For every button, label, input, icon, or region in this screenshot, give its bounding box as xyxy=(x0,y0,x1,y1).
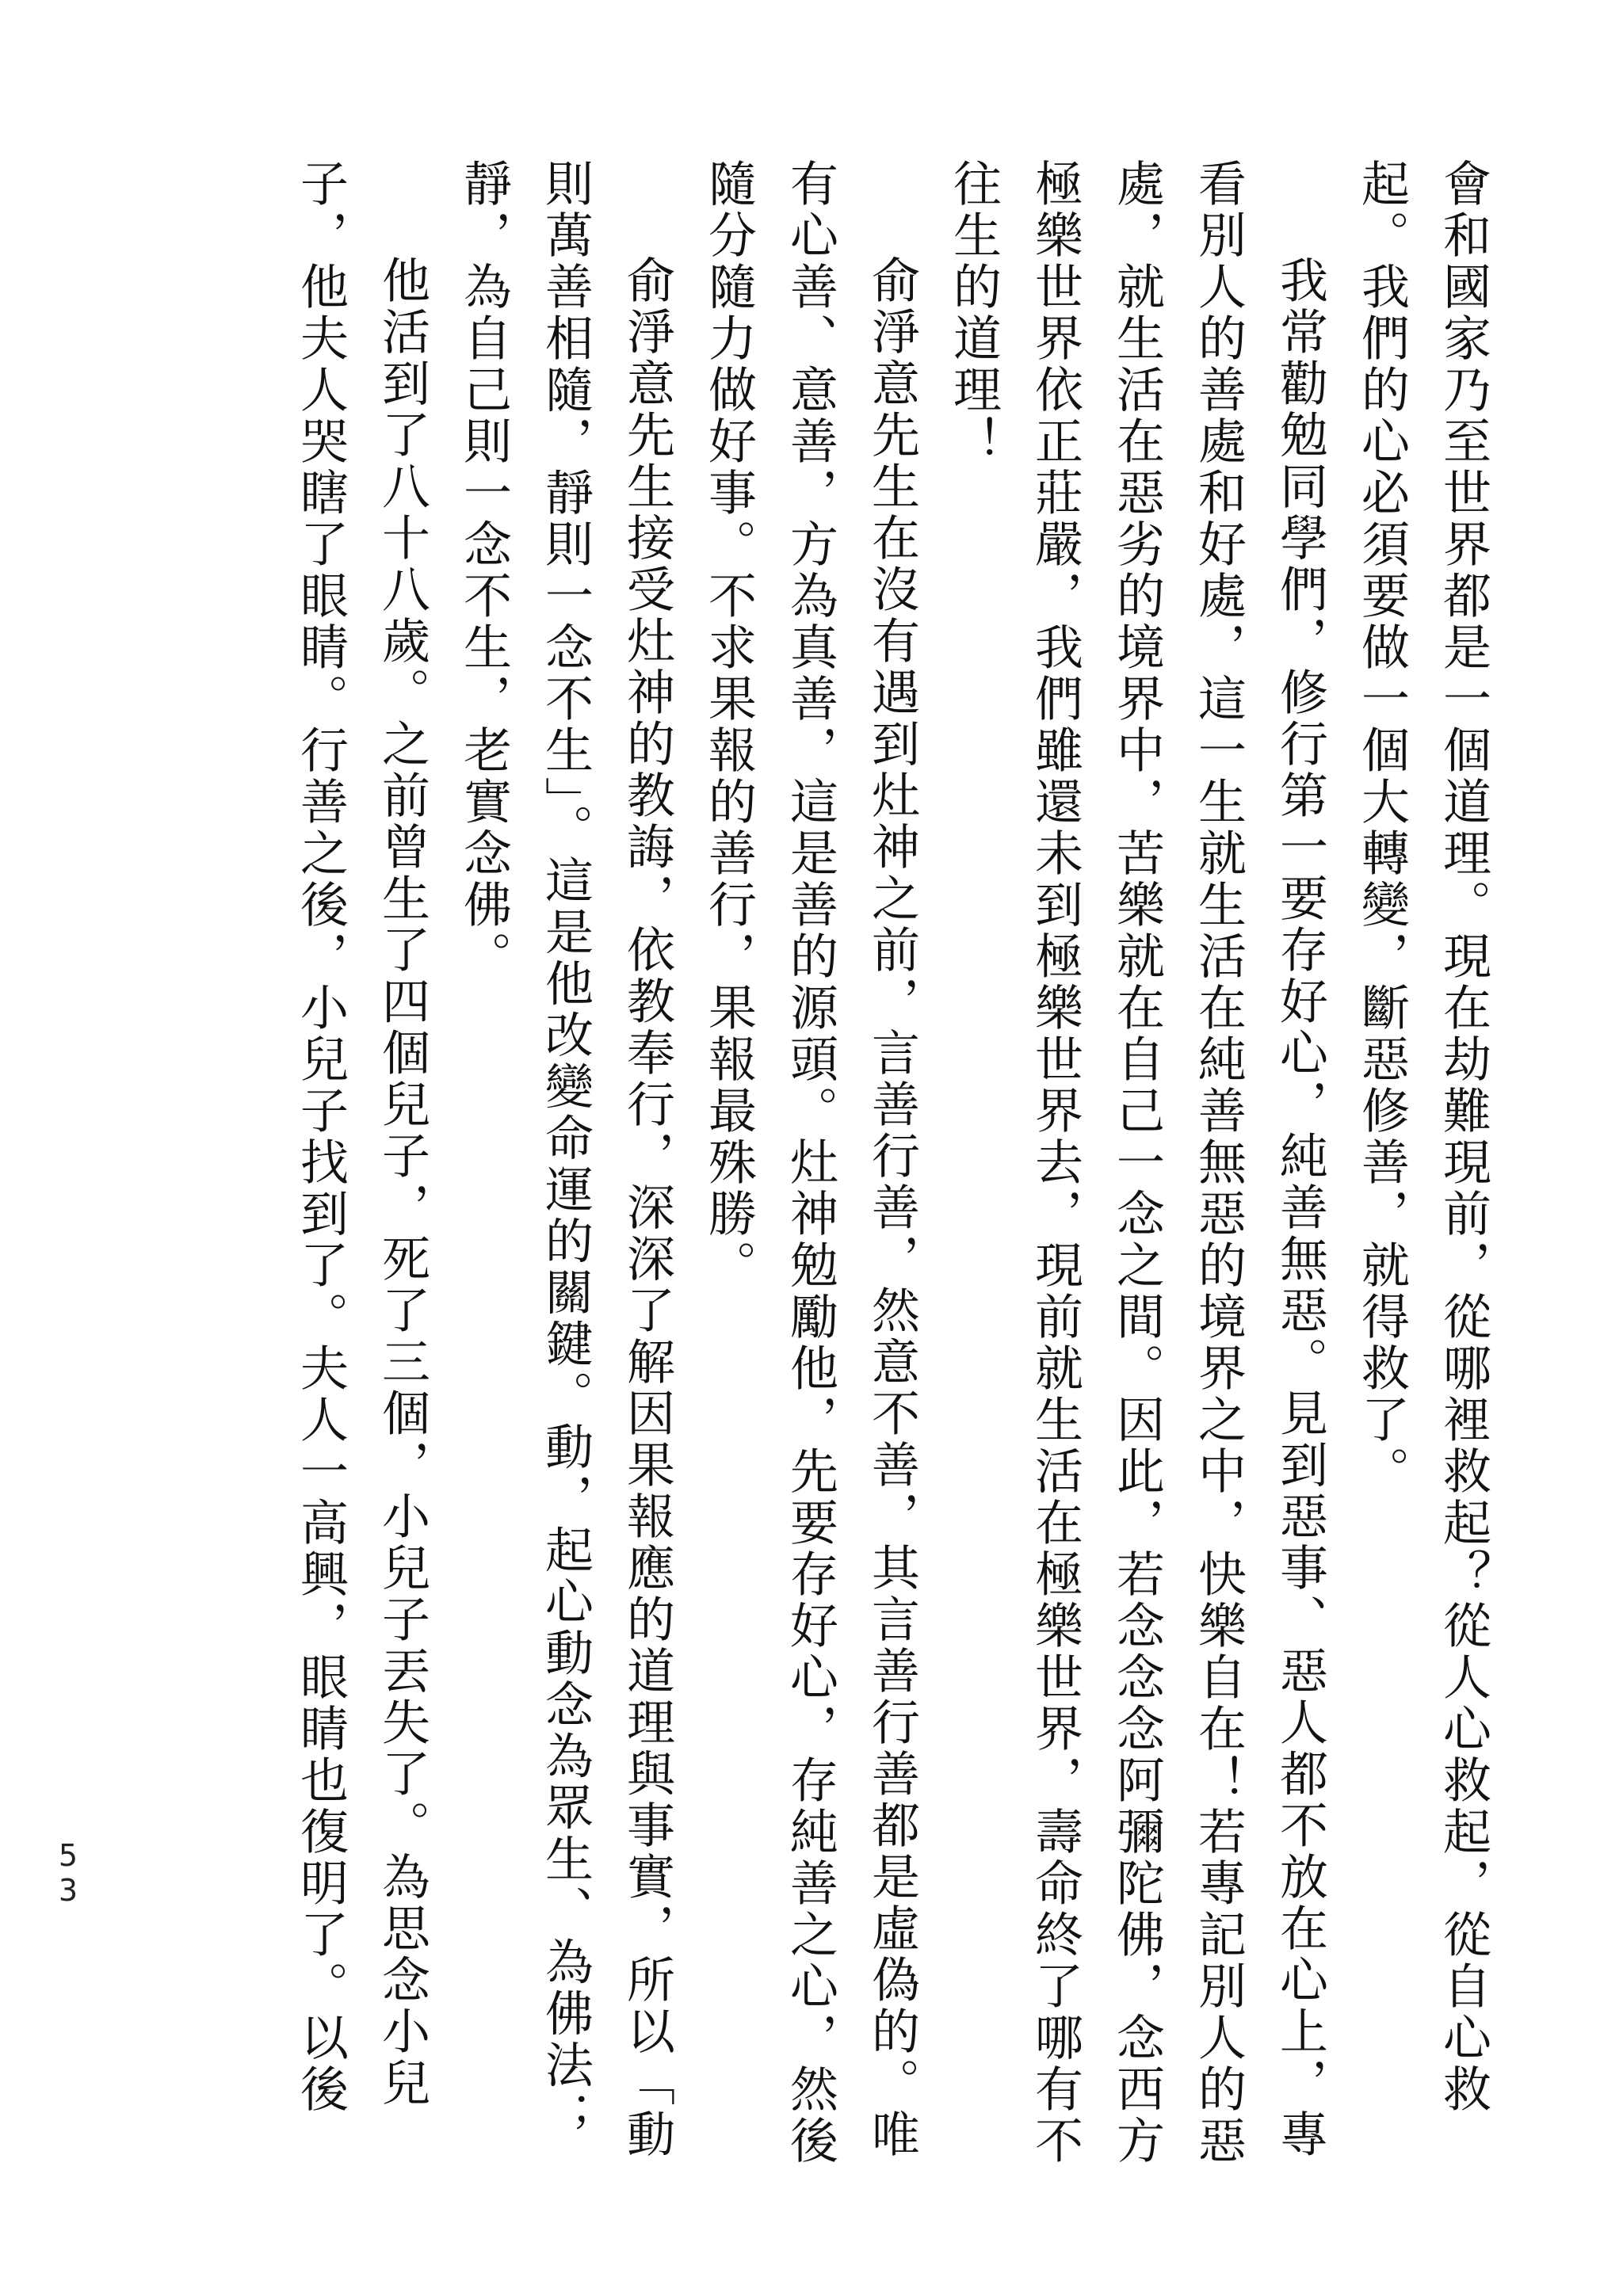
paragraph-4: 俞淨意先生接受灶神的教誨，依教奉行，深深了解因果報應的道理與事實，所以「動則萬善相隨，靜則一念不生」。這是他改變命運的關鍵。動，起心動念為眾生、為佛法；靜，為自己則一念不生，老實念佛。 xyxy=(456,158,675,2161)
page-number: 53 xyxy=(58,1838,78,1908)
paragraph-2: 我常勸勉同學們，修行第一要存好心，純善無惡。見到惡事、惡人都不放在心上，專看別人的善處和好處，這一生就生活在純善無惡的境界之中，快樂自在！若專記別人的惡處，就生活在惡劣的境界中，苦樂就在自己一念之間。因此，若念念念阿彌陀佛，念西方極樂世界依正莊嚴，我們雖還未到極樂世界去，現前就生活在極樂世界，壽命終了哪有不往生的道理！ xyxy=(945,158,1328,2167)
paragraph-3: 俞淨意先生在沒有遇到灶神之前，言善行善，然意不善，其言善行善都是虛偽的。唯有心善、意善，方為真善，這是善的源頭。灶神勉勵他，先要存好心，存純善之心，然後隨分隨力做好事。不求果報的善行，果報最殊勝。 xyxy=(701,158,920,2167)
paragraph-5: 他活到了八十八歲。之前曾生了四個兒子，死了三個，小兒子丟失了。為思念小兒子，他夫人哭瞎了眼睛。行善之後，小兒子找到了。夫人一高興，眼睛也復明了。以後 xyxy=(292,158,430,2115)
paragraph-1: 會和國家乃至世界都是一個道理。現在劫難現前，從哪裡救起？從人心救起，從自心救起。我們的心必須要做一個大轉變，斷惡修善，就得救了。 xyxy=(1354,158,1491,2115)
vertical-text-body xyxy=(62,158,1504,2187)
